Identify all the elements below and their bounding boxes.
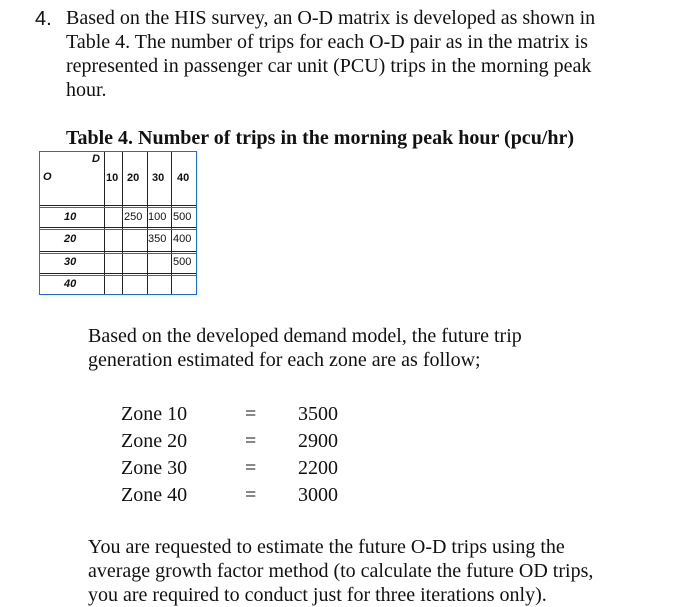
origin-label: O: [43, 171, 52, 183]
zone-equals: =: [245, 430, 257, 452]
zone-equals: =: [245, 403, 257, 425]
od-matrix-table: [39, 151, 197, 295]
zone-name: Zone 40: [121, 484, 188, 506]
table-cell: 100: [148, 211, 167, 223]
dest-header-20: 20: [127, 172, 140, 184]
zone-value: 2900: [298, 430, 338, 452]
table-cell: 400: [173, 233, 192, 245]
zone-equals: =: [245, 484, 257, 506]
table-cell: 500: [173, 256, 192, 268]
zone-equals: =: [245, 457, 257, 479]
request-text-line-2: average growth factor method (to calculate the future OD trips,: [88, 560, 594, 582]
request-text-line-3: you are required to conduct just for three iterations only).: [88, 584, 547, 606]
dest-header-40: 40: [177, 172, 190, 184]
dest-header-10: 10: [106, 172, 119, 184]
question-number: 4.: [35, 8, 52, 30]
question-line-1: Based on the HIS survey, an O-D matrix is developed as shown in: [66, 7, 596, 29]
question-line-3: represented in passenger car unit (PCU) trips in the morning peak: [66, 55, 592, 77]
demand-text-line-2: generation estimated for each zone are as follow;: [88, 349, 481, 371]
zone-value: 2200: [298, 457, 338, 479]
table-cell: 250: [124, 211, 143, 223]
origin-row-20: 20: [64, 233, 77, 245]
origin-row-30: 30: [64, 256, 77, 268]
origin-row-40: 40: [64, 278, 77, 290]
question-line-2: Table 4. The number of trips for each O-D pair as in the matrix is: [66, 31, 588, 53]
table-cell: 350: [148, 233, 167, 245]
zone-name: Zone 10: [121, 403, 188, 425]
question-line-4: hour.: [66, 79, 107, 101]
dest-label: D: [92, 153, 100, 165]
request-text-line-1: You are requested to estimate the future O-D trips using the: [88, 536, 565, 558]
zone-name: Zone 30: [121, 457, 188, 479]
table-caption: Table 4. Number of trips in the morning peak hour (pcu/hr): [66, 127, 575, 149]
dest-header-30: 30: [152, 172, 165, 184]
table-cell: 500: [173, 211, 192, 223]
zone-name: Zone 20: [121, 430, 188, 452]
zone-value: 3500: [298, 403, 338, 425]
origin-row-10: 10: [64, 211, 77, 223]
demand-text-line-1: Based on the developed demand model, the future trip: [88, 325, 522, 347]
zone-value: 3000: [298, 484, 338, 506]
